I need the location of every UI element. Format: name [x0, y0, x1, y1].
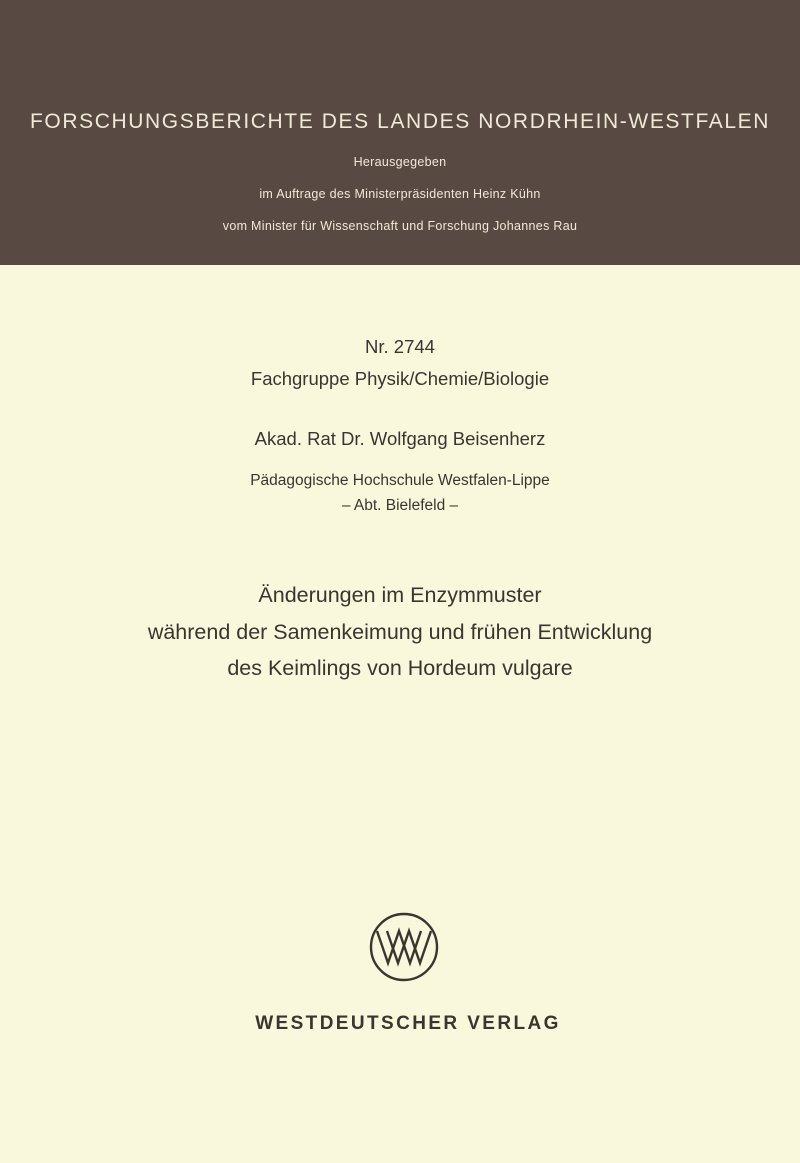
commission-line: im Auftrage des Ministerpräsidenten Heinz Kühn — [259, 187, 541, 201]
series-title: FORSCHUNGSBERICHTE DES LANDES NORDRHEIN-WESTFALEN — [30, 110, 770, 133]
author-name: Akad. Rat Dr. Wolfgang Beisenherz — [254, 428, 546, 449]
book-title-line-2: während der Samenkeimung und frühen Entwicklung — [147, 620, 653, 644]
institution-department: – Abt. Bielefeld – — [341, 497, 459, 514]
subject-group: Fachgruppe Physik/Chemie/Biologie — [250, 368, 550, 389]
editor-label: Herausgegeben — [353, 155, 447, 169]
header-band — [0, 0, 800, 265]
book-title-line-1: Änderungen im Enzymmuster — [258, 583, 542, 607]
publisher-name: WESTDEUTSCHER VERLAG — [255, 1013, 561, 1034]
institution-name: Pädagogische Hochschule Westfalen-Lippe — [250, 472, 550, 489]
ww-circle-logo-icon — [368, 911, 440, 983]
minister-line: vom Minister für Wissenschaft und Forschung Johannes Rau — [222, 219, 578, 233]
book-title-line-3: des Keimlings von Hordeum vulgare — [227, 656, 573, 680]
report-number: Nr. 2744 — [365, 336, 435, 357]
